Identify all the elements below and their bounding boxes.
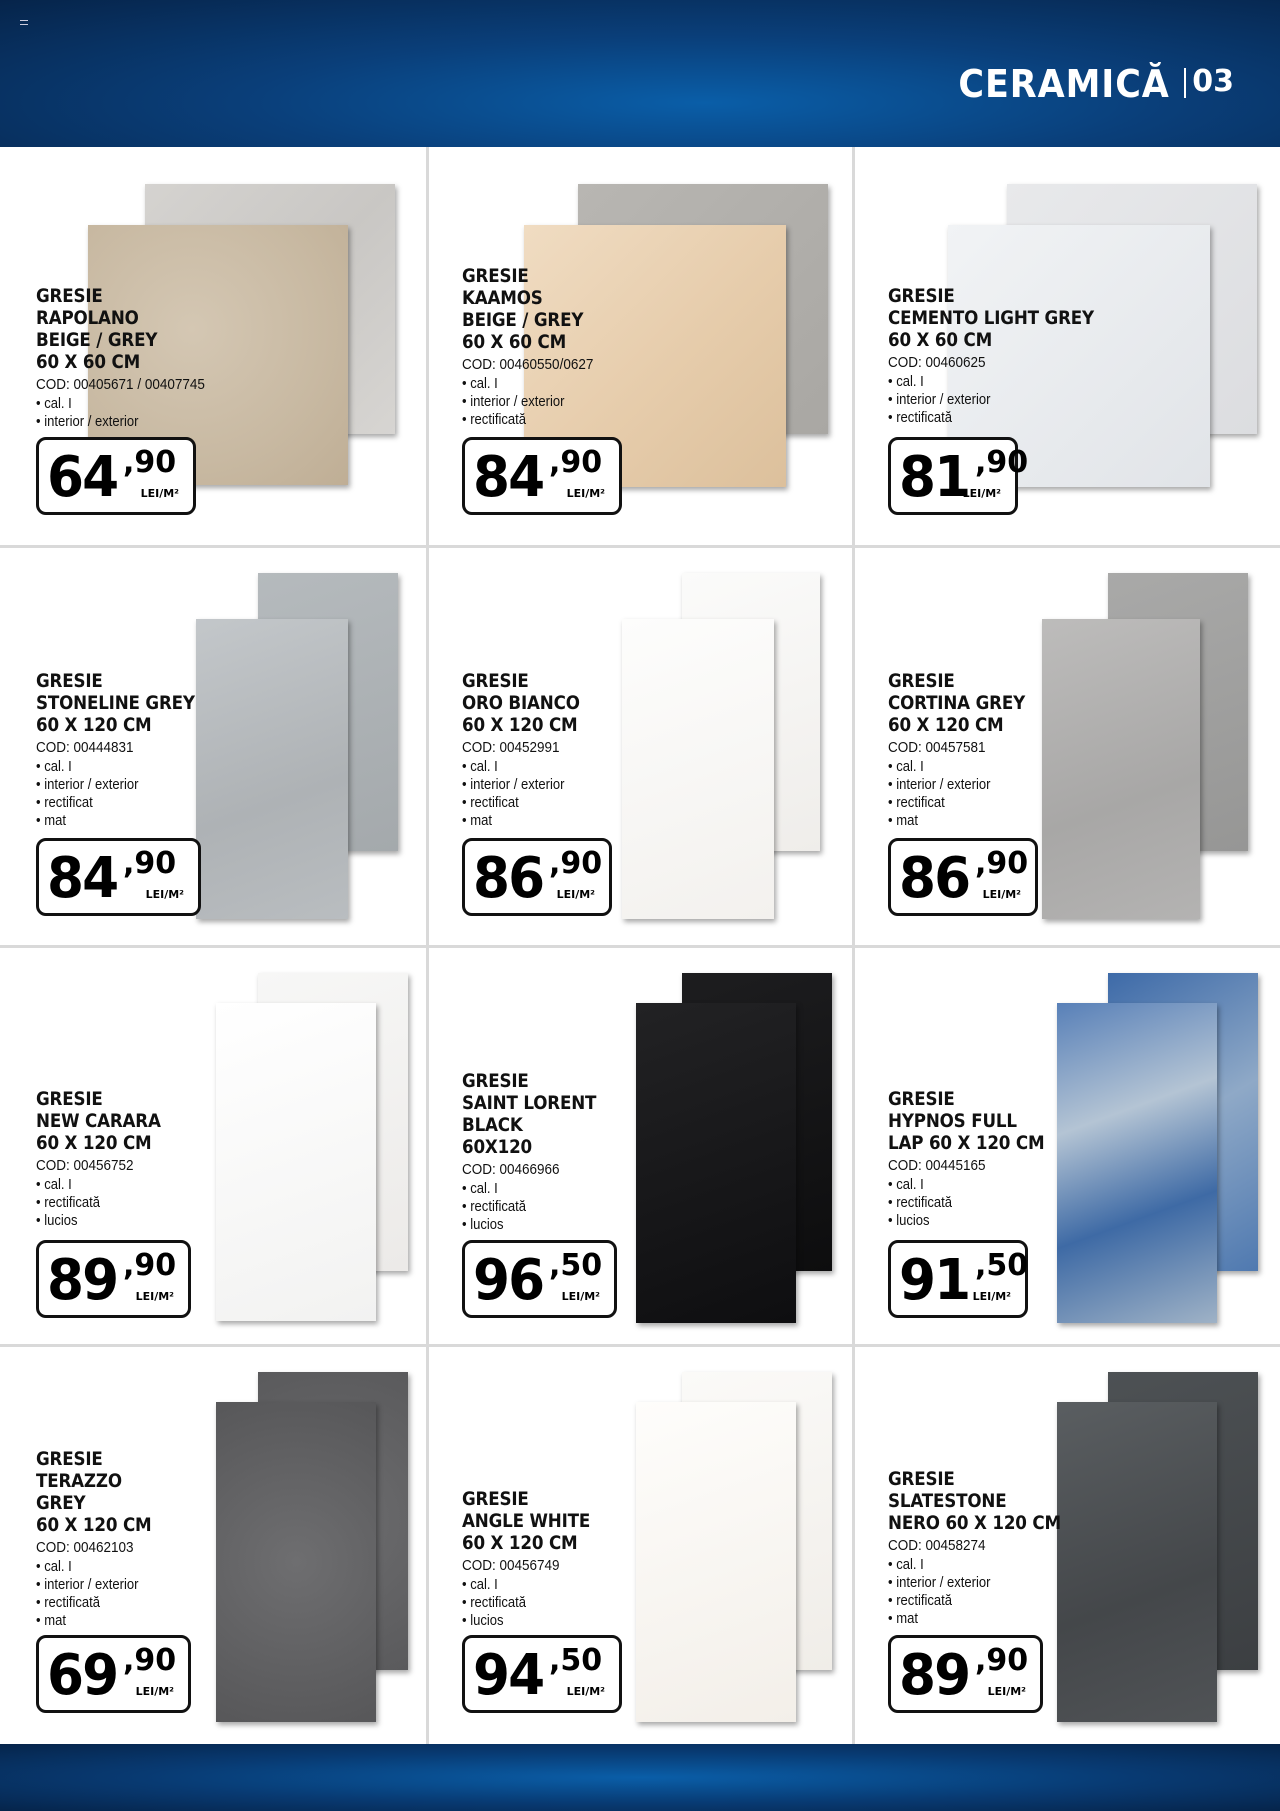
price-unit: LEI/M² — [566, 1685, 605, 1698]
product-name-line: 60 X 60 CM — [36, 351, 141, 373]
menu-icon[interactable] — [20, 20, 28, 25]
price-integer: 94 — [473, 1643, 544, 1708]
price-tag — [36, 437, 196, 515]
feature-list — [36, 395, 205, 431]
price-unit: LEI/M² — [566, 487, 605, 500]
price-integer: 86 — [473, 846, 544, 911]
tile-image-front — [636, 1003, 796, 1323]
product-info — [462, 265, 608, 429]
product-info — [36, 670, 217, 830]
feature-item: • cal. I — [36, 758, 198, 776]
feature-item: • cal. I — [36, 395, 205, 413]
price-integer: 96 — [473, 1248, 544, 1313]
grid-divider — [0, 1344, 1280, 1347]
price-tag — [36, 1240, 191, 1318]
tile-image-front — [196, 619, 348, 919]
price-tag — [462, 838, 612, 916]
product-name-line: 60 X 120 CM — [888, 714, 1004, 736]
feature-item: • interior / exterior — [888, 1574, 1065, 1592]
product-name — [462, 1070, 596, 1158]
product-info — [888, 285, 1122, 427]
product-info — [36, 1448, 167, 1630]
product-code: COD: 00460550/0627 — [462, 356, 594, 373]
feature-item: • interior / exterior — [462, 393, 593, 411]
product-name-line: 60 X 120 CM — [36, 714, 152, 736]
feature-list — [462, 375, 593, 429]
feature-list — [888, 758, 1028, 830]
feature-list — [36, 1176, 164, 1230]
product-code: COD: 00457581 — [888, 739, 986, 756]
price-unit: LEI/M² — [982, 888, 1021, 901]
grid-divider — [0, 545, 1280, 548]
price-decimal: ,90 — [122, 1643, 177, 1678]
price-decimal: ,50 — [548, 1643, 603, 1678]
product-name-line: CEMENTO LIGHT GREY — [888, 307, 1094, 329]
product-code: COD: 00456752 — [36, 1157, 134, 1174]
feature-item: • cal. I — [462, 375, 593, 393]
feature-item: • interior / exterior — [888, 391, 1099, 409]
price-integer: 89 — [47, 1248, 118, 1313]
product-code: COD: 00452991 — [462, 739, 560, 756]
price-tag — [888, 437, 1029, 515]
price-integer: 81 — [899, 445, 970, 510]
price-tag — [36, 838, 201, 916]
product-name-line: GREY — [36, 1492, 86, 1514]
feature-item: • cal. I — [462, 1576, 593, 1594]
price-unit: LEI/M² — [135, 1290, 174, 1303]
feature-item: • cal. I — [462, 758, 582, 776]
product-name-line: GRESIE — [888, 1468, 955, 1490]
product-name-line: GRESIE — [462, 265, 529, 287]
feature-item: • mat — [462, 812, 582, 830]
product-name-line: CORTINA GREY — [888, 692, 1026, 714]
product-info — [888, 670, 1044, 830]
price-integer: 91 — [899, 1248, 970, 1313]
price-decimal: ,50 — [974, 1248, 1029, 1283]
product-name-line: GRESIE — [36, 1448, 103, 1470]
product-name — [462, 265, 590, 353]
product-name-line: BLACK — [462, 1114, 523, 1136]
product-name-line: 60 X 60 CM — [888, 329, 993, 351]
section-title: CERAMICĂ — [958, 62, 1170, 106]
feature-item: • cal. I — [888, 1176, 1048, 1194]
price-unit: LEI/M² — [556, 888, 595, 901]
price-integer: 89 — [899, 1643, 970, 1708]
product-name-line: NEW CARARA — [36, 1110, 161, 1132]
product-code: COD: 00462103 — [36, 1539, 134, 1556]
price-tag — [462, 437, 622, 515]
price-integer: 84 — [473, 445, 544, 510]
price-unit: LEI/M² — [972, 1290, 1011, 1303]
product-name-line: KAAMOS — [462, 287, 543, 309]
page-header — [0, 0, 1280, 147]
product-name — [36, 1088, 161, 1154]
product-name-line: SLATESTONE — [888, 1490, 1007, 1512]
feature-list — [36, 1558, 154, 1630]
price-integer: 69 — [47, 1643, 118, 1708]
tile-image-front — [1042, 619, 1200, 919]
tile-image-front — [216, 1402, 376, 1722]
product-code: COD: 00456749 — [462, 1557, 560, 1574]
feature-item: • lucios — [36, 1212, 164, 1230]
feature-list — [888, 373, 1099, 427]
feature-list — [462, 1180, 599, 1234]
product-name-line: STONELINE GREY — [36, 692, 195, 714]
feature-item: • cal. I — [462, 1180, 599, 1198]
feature-list — [462, 1576, 593, 1630]
product-name-line: ORO BIANCO — [462, 692, 580, 714]
feature-item: • mat — [888, 1610, 1065, 1628]
product-code: COD: 00444831 — [36, 739, 134, 756]
product-info — [462, 1070, 615, 1234]
product-name-line: GRESIE — [462, 670, 529, 692]
feature-item: • rectificată — [888, 1592, 1065, 1610]
feature-list — [462, 758, 582, 830]
product-name-line: GRESIE — [888, 1088, 955, 1110]
feature-item: • interior / exterior — [36, 776, 198, 794]
page-number: 03 — [1192, 64, 1234, 99]
price-decimal: ,90 — [974, 445, 1029, 480]
product-name — [888, 1468, 1061, 1534]
product-name-line: LAP 60 X 120 CM — [888, 1132, 1045, 1154]
product-name-line: GRESIE — [36, 285, 103, 307]
price-unit: LEI/M² — [561, 1290, 600, 1303]
price-decimal: ,90 — [974, 846, 1029, 881]
tile-image-front — [216, 1003, 376, 1321]
product-name-line: TERAZZO — [36, 1470, 122, 1492]
feature-list — [888, 1556, 1065, 1628]
feature-item: • rectificată — [462, 1198, 599, 1216]
price-decimal: ,90 — [122, 445, 177, 480]
product-name-line: 60 X 120 CM — [36, 1132, 152, 1154]
page-footer — [0, 1744, 1280, 1811]
feature-item: • rectificată — [888, 1194, 1048, 1212]
price-decimal: ,90 — [122, 1248, 177, 1283]
feature-item: • cal. I — [36, 1558, 154, 1576]
feature-item: • cal. I — [888, 373, 1099, 391]
price-unit: LEI/M² — [145, 888, 184, 901]
product-info — [888, 1468, 1085, 1628]
product-code: COD: 00405671 / 00407745 — [36, 376, 205, 393]
product-name-line: 60X120 — [462, 1136, 533, 1158]
price-tag — [462, 1240, 617, 1318]
feature-item: • rectificată — [36, 1194, 164, 1212]
price-tag — [462, 1635, 622, 1713]
feature-item: • mat — [888, 812, 1028, 830]
product-name-line: GRESIE — [462, 1070, 529, 1092]
feature-item: • rectificat — [462, 794, 582, 812]
feature-item: • lucios — [888, 1212, 1048, 1230]
price-integer: 86 — [899, 846, 970, 911]
feature-item: • cal. I — [888, 758, 1028, 776]
product-code: COD: 00458274 — [888, 1537, 986, 1554]
product-name — [36, 670, 195, 736]
feature-item: • lucios — [462, 1612, 593, 1630]
feature-item: • lucios — [462, 1216, 599, 1234]
feature-item: • rectificată — [462, 1594, 593, 1612]
tile-image-front — [1057, 1003, 1217, 1323]
price-unit: LEI/M² — [987, 1685, 1026, 1698]
product-name-line: BEIGE / GREY — [462, 309, 584, 331]
feature-item: • interior / exterior — [36, 413, 205, 431]
product-name-line: 60 X 120 CM — [462, 1532, 578, 1554]
product-name — [462, 1488, 590, 1554]
price-tag — [888, 1240, 1028, 1318]
product-info — [36, 1088, 178, 1230]
price-decimal: ,50 — [548, 1248, 603, 1283]
product-name-line: GRESIE — [462, 1488, 529, 1510]
price-unit: LEI/M² — [140, 487, 179, 500]
product-name — [36, 1448, 152, 1536]
product-info — [462, 670, 596, 830]
tile-image-front — [636, 1402, 796, 1722]
tile-image-front — [622, 619, 774, 919]
feature-item: • rectificat — [36, 794, 198, 812]
header-separator — [1184, 68, 1186, 98]
price-tag — [888, 1635, 1043, 1713]
price-unit: LEI/M² — [962, 487, 1001, 500]
price-decimal: ,90 — [548, 445, 603, 480]
product-name — [888, 285, 1094, 351]
feature-item: • interior / exterior — [462, 776, 582, 794]
product-name-line: ANGLE WHITE — [462, 1510, 591, 1532]
product-name-line: RAPOLANO — [36, 307, 139, 329]
product-code: COD: 00466966 — [462, 1161, 560, 1178]
feature-item: • mat — [36, 1612, 154, 1630]
product-name-line: HYPNOS FULL — [888, 1110, 1017, 1132]
feature-item: • cal. I — [888, 1556, 1065, 1574]
feature-item: • rectificată — [888, 409, 1099, 427]
feature-list — [888, 1176, 1048, 1230]
price-integer: 64 — [47, 445, 118, 510]
product-name — [888, 1088, 1044, 1154]
product-info — [36, 285, 224, 431]
feature-item: • rectificată — [462, 411, 593, 429]
feature-item: • interior / exterior — [36, 1576, 154, 1594]
product-name — [462, 670, 580, 736]
product-code: COD: 00445165 — [888, 1157, 986, 1174]
product-info — [888, 1088, 1066, 1230]
price-tag — [888, 838, 1038, 916]
feature-item: • cal. I — [36, 1176, 164, 1194]
price-decimal: ,90 — [548, 846, 603, 881]
product-name — [888, 670, 1025, 736]
price-unit: LEI/M² — [135, 1685, 174, 1698]
product-name-line: GRESIE — [888, 285, 955, 307]
product-info — [462, 1488, 608, 1630]
feature-list — [36, 758, 198, 830]
price-tag — [36, 1635, 191, 1713]
product-name-line: SAINT LORENT — [462, 1092, 597, 1114]
product-name-line: GRESIE — [36, 1088, 103, 1110]
product-name-line: 60 X 120 CM — [462, 714, 578, 736]
product-name-line: GRESIE — [36, 670, 103, 692]
grid-divider — [0, 945, 1280, 948]
product-code: COD: 00460625 — [888, 354, 986, 371]
feature-item: • mat — [36, 812, 198, 830]
product-name-line: BEIGE / GREY — [36, 329, 158, 351]
price-integer: 84 — [47, 846, 118, 911]
feature-item: • interior / exterior — [888, 776, 1028, 794]
product-name-line: GRESIE — [888, 670, 955, 692]
feature-item: • rectificat — [888, 794, 1028, 812]
product-name-line: 60 X 120 CM — [36, 1514, 152, 1536]
product-name-line: NERO 60 X 120 CM — [888, 1512, 1061, 1534]
feature-item: • rectificată — [36, 1594, 154, 1612]
product-name — [36, 285, 201, 373]
product-name-line: 60 X 60 CM — [462, 331, 567, 353]
price-decimal: ,90 — [122, 846, 177, 881]
price-decimal: ,90 — [974, 1643, 1029, 1678]
